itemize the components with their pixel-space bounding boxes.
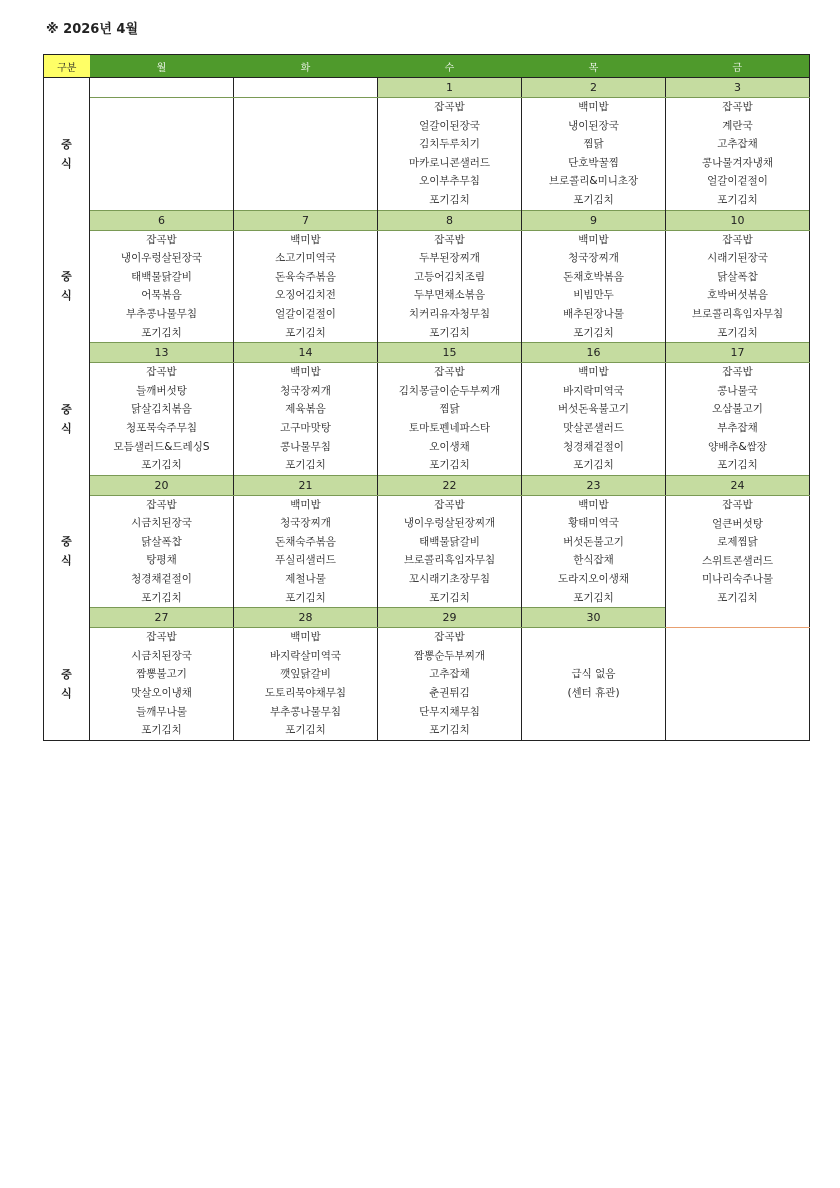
meal-label-char: 식 [61, 156, 72, 170]
date-row [44, 475, 810, 495]
menu-item: 잡곡밥 [146, 498, 177, 511]
meal-label [44, 230, 90, 343]
date-cell: 23 [522, 475, 666, 495]
meal-label-char: 식 [61, 554, 72, 568]
menu-item: 양배추&쌈장 [708, 440, 767, 453]
menu-item: 청국장찌개 [280, 384, 331, 397]
menu-cell [378, 98, 522, 211]
menu-item: 도라지오이생채 [557, 573, 629, 586]
date-cell: 10 [666, 210, 810, 230]
menu-cell [666, 363, 810, 476]
meal-label-char: 식 [61, 686, 72, 700]
menu-item: 태백물닭갈비 [419, 535, 480, 548]
date-row [44, 608, 810, 628]
menu-item: 백미밥 [290, 233, 321, 246]
no-service-note: (센터 휴관) [567, 687, 620, 700]
menu-cell [90, 363, 234, 476]
header-day-tue: 화 [234, 55, 378, 78]
menu-item: 포기김치 [141, 724, 182, 737]
header-label: 구분 [44, 55, 90, 78]
date-cell: 29 [378, 608, 522, 628]
date-row [44, 343, 810, 363]
menu-item: 모듬샐러드&드레싱S [113, 440, 210, 453]
menu-item: 시금치된장국 [131, 517, 192, 530]
menu-item: 청포묵숙주무침 [125, 421, 197, 434]
menu-item: 닭살김치볶음 [131, 403, 192, 416]
menu-item: 깻잎닭갈비 [280, 668, 331, 681]
menu-item: 포기김치 [429, 326, 470, 339]
date-row [44, 210, 810, 230]
menu-item: 소고기미역국 [275, 252, 336, 265]
menu-cell [666, 628, 810, 741]
menu-item: 미나리숙주나물 [701, 573, 773, 586]
menu-cell [666, 98, 810, 211]
menu-item: 고추잡채 [717, 138, 758, 151]
menu-item: 황태미역국 [568, 517, 619, 530]
date-cell [666, 608, 810, 628]
menu-item: 김치두루치기 [419, 138, 480, 151]
menu-item: 포기김치 [285, 459, 326, 472]
menu-item: 잡곡밥 [722, 366, 753, 379]
date-cell: 27 [90, 608, 234, 628]
menu-item: 푸실리샐러드 [275, 554, 336, 567]
menu-item: 어묵볶음 [141, 289, 182, 302]
menu-item: 백미밥 [290, 498, 321, 511]
menu-item: 백미밥 [578, 498, 609, 511]
menu-item: 맛살콘샐러드 [563, 421, 624, 434]
menu-item: 두부된장찌개 [419, 252, 480, 265]
menu-cell [234, 495, 378, 608]
menu-item: 얼갈이된장국 [419, 119, 480, 132]
menu-cell [90, 98, 234, 211]
menu-item: 포기김치 [285, 724, 326, 737]
menu-cell [378, 230, 522, 343]
menu-item: 고구마맛탕 [280, 421, 331, 434]
menu-cell [378, 628, 522, 741]
menu-cell [234, 230, 378, 343]
menu-row [44, 363, 810, 476]
date-cell: 8 [378, 210, 522, 230]
menu-item: 포기김치 [717, 591, 758, 604]
menu-item: 잡곡밥 [146, 233, 177, 246]
date-cell: 9 [522, 210, 666, 230]
menu-item: 오이부추무침 [419, 175, 480, 188]
menu-item: 들깨무나물 [136, 705, 187, 718]
menu-item: 포기김치 [429, 459, 470, 472]
menu-item: 찜닭 [583, 138, 604, 151]
header-row [44, 55, 810, 78]
menu-item: 포기김치 [285, 326, 326, 339]
menu-item: 바지락살미역국 [269, 649, 341, 662]
menu-item: 들깨버섯탕 [136, 384, 187, 397]
menu-item: 탕평채 [146, 554, 177, 567]
menu-item: 짬뽕불고기 [136, 668, 187, 681]
date-row-label [44, 78, 90, 98]
menu-item: 포기김치 [717, 326, 758, 339]
menu-item: 포기김치 [573, 193, 614, 206]
menu-item: 버섯돈육불고기 [557, 403, 629, 416]
menu-item: 포기김치 [141, 459, 182, 472]
menu-item: 백미밥 [290, 366, 321, 379]
menu-cell [90, 495, 234, 608]
date-row-label [44, 343, 90, 363]
menu-row [44, 230, 810, 343]
menu-item: 포기김치 [141, 326, 182, 339]
date-cell: 14 [234, 343, 378, 363]
date-cell: 28 [234, 608, 378, 628]
menu-item: 꼬시래기초장무침 [408, 573, 491, 586]
menu-item: 제철나물 [285, 573, 326, 586]
menu-item: 고추잡채 [429, 668, 470, 681]
date-row-label [44, 210, 90, 230]
menu-item: 콩나물국 [717, 384, 758, 397]
meal-label-char: 중 [61, 402, 72, 416]
menu-item: 로제찜닭 [717, 536, 758, 549]
menu-item: 부추콩나물무침 [125, 307, 197, 320]
menu-item: 찜닭 [439, 403, 460, 416]
menu-item: 브로콜리흑임자무침 [691, 307, 784, 320]
meal-label-char: 중 [61, 535, 72, 549]
menu-cell [666, 495, 810, 608]
menu-item: 포기김치 [285, 591, 326, 604]
menu-item: 치커리유자청무침 [408, 307, 491, 320]
menu-item: 김치몽글이순두부찌개 [398, 384, 501, 397]
menu-item: 두부면채소볶음 [413, 289, 485, 302]
menu-item: 오징어김치전 [275, 289, 336, 302]
date-row-label [44, 608, 90, 628]
no-service-note: 급식 없음 [571, 668, 616, 681]
menu-item: 돈육숙주볶음 [275, 270, 336, 283]
menu-item: 포기김치 [429, 193, 470, 206]
date-cell: 3 [666, 78, 810, 98]
menu-cell [522, 628, 666, 741]
meal-label-char: 중 [61, 270, 72, 284]
menu-item: 잡곡밥 [434, 233, 465, 246]
menu-item: 짬뽕순두부찌개 [413, 649, 485, 662]
date-cell: 17 [666, 343, 810, 363]
menu-cell [666, 230, 810, 343]
menu-item: 시래기된장국 [707, 252, 768, 265]
menu-cell [378, 495, 522, 608]
menu-cell [522, 495, 666, 608]
page-title: ※ 2026년 4월 [46, 22, 139, 37]
menu-item: 잡곡밥 [722, 233, 753, 246]
menu-item: 고등어김치조림 [413, 270, 485, 283]
menu-item: 브로콜리&미니초장 [548, 175, 639, 188]
menu-item: 얼큰버섯탕 [712, 517, 763, 530]
menu-item: 닭살폭찹 [717, 270, 758, 283]
date-cell: 24 [666, 475, 810, 495]
date-cell: 6 [90, 210, 234, 230]
date-cell: 2 [522, 78, 666, 98]
menu-item: 냉이된장국 [568, 119, 619, 132]
menu-item: 청국장찌개 [568, 252, 619, 265]
menu-item: 잡곡밥 [146, 366, 177, 379]
header-day-fri: 금 [666, 55, 810, 78]
menu-item: 춘권튀김 [429, 687, 470, 700]
menu-item: 포기김치 [573, 459, 614, 472]
menu-item: 계란국 [722, 119, 753, 132]
date-cell: 16 [522, 343, 666, 363]
date-cell: 1 [378, 78, 522, 98]
menu-item: 포기김치 [717, 193, 758, 206]
meal-label-char: 식 [61, 421, 72, 435]
menu-item: 포기김치 [717, 459, 758, 472]
meal-label [44, 628, 90, 741]
date-cell [234, 78, 378, 98]
menu-item: 제육볶음 [285, 403, 326, 416]
menu-item: 잡곡밥 [722, 498, 753, 511]
menu-item: 호박버섯볶음 [707, 289, 768, 302]
menu-item: 도토리묵야채무침 [264, 687, 347, 700]
menu-item: 버섯돈불고기 [563, 535, 624, 548]
meal-label-char: 중 [61, 667, 72, 681]
menu-item: 태백물닭갈비 [131, 270, 192, 283]
date-cell: 20 [90, 475, 234, 495]
menu-item: 맛살오이냉채 [131, 687, 192, 700]
menu-item: 부추콩나물무침 [269, 705, 341, 718]
date-cell [90, 78, 234, 98]
menu-item: 마카로니콘샐러드 [408, 156, 491, 169]
menu-item: 콩나물무침 [280, 440, 331, 453]
menu-cell [378, 363, 522, 476]
date-row-label [44, 475, 90, 495]
meal-label-char: 중 [61, 137, 72, 151]
menu-item: 포기김치 [429, 591, 470, 604]
meal-label [44, 363, 90, 476]
menu-item: 백미밥 [290, 631, 321, 644]
menu-item: 돈채호박볶음 [563, 270, 624, 283]
menu-cell [90, 230, 234, 343]
menu-item: 돈채숙주볶음 [275, 535, 336, 548]
date-cell: 30 [522, 608, 666, 628]
menu-item: 오삼불고기 [712, 403, 763, 416]
menu-item: 청국장찌개 [280, 517, 331, 530]
menu-cell [90, 628, 234, 741]
menu-item: 백미밥 [578, 233, 609, 246]
date-cell: 22 [378, 475, 522, 495]
menu-item: 냉이우렁살된장찌개 [403, 517, 496, 530]
menu-item: 얼갈이겉절이 [275, 307, 336, 320]
menu-row [44, 628, 810, 741]
menu-item: 잡곡밥 [434, 101, 465, 113]
menu-item: 잡곡밥 [146, 631, 177, 644]
menu-item: 잡곡밥 [434, 366, 465, 379]
menu-cell [234, 628, 378, 741]
menu-item: 단무지채무침 [419, 705, 480, 718]
menu-cell [234, 363, 378, 476]
menu-item: 부추잡채 [717, 421, 758, 434]
menu-cell [522, 230, 666, 343]
menu-item: 스위트콘샐러드 [701, 554, 773, 567]
menu-item: 콩나물겨자냉채 [701, 156, 773, 169]
menu-item: 잡곡밥 [722, 101, 753, 113]
menu-item: 오이생채 [429, 440, 470, 453]
menu-item: 백미밥 [578, 366, 609, 379]
menu-item: 포기김치 [573, 326, 614, 339]
lunch-menu-table [43, 54, 810, 741]
menu-cell [234, 98, 378, 211]
header-day-wed: 수 [378, 55, 522, 78]
date-cell: 7 [234, 210, 378, 230]
menu-item: 한식잡채 [573, 554, 614, 567]
menu-item: 얼갈이겉절이 [707, 175, 768, 188]
menu-row [44, 495, 810, 608]
meal-label [44, 495, 90, 608]
menu-item: 단호박꿀찜 [568, 156, 619, 169]
menu-item: 비빔만두 [573, 289, 614, 302]
meal-label [44, 98, 90, 211]
menu-row [44, 98, 810, 211]
menu-item: 배추된장나물 [563, 307, 624, 320]
menu-cell [522, 363, 666, 476]
date-cell: 21 [234, 475, 378, 495]
menu-item: 브로콜리흑임자무침 [403, 554, 496, 567]
date-cell: 15 [378, 343, 522, 363]
header-day-mon: 월 [90, 55, 234, 78]
menu-item: 잡곡밥 [434, 498, 465, 511]
menu-cell [522, 98, 666, 211]
menu-item: 청경채겉절이 [131, 573, 192, 586]
menu-item: 냉이우렁살된장국 [120, 252, 203, 265]
menu-item: 청경채겉절이 [563, 440, 624, 453]
menu-item: 잡곡밥 [434, 631, 465, 644]
menu-item: 시금치된장국 [131, 649, 192, 662]
menu-item: 닭살폭찹 [141, 535, 182, 548]
date-cell: 13 [90, 343, 234, 363]
menu-item: 토마토펜네파스타 [408, 421, 491, 434]
menu-item: 포기김치 [429, 724, 470, 737]
date-row [44, 78, 810, 98]
menu-item: 포기김치 [573, 591, 614, 604]
header-day-thu: 목 [522, 55, 666, 78]
menu-item: 바지락미역국 [563, 384, 624, 397]
menu-item: 포기김치 [141, 591, 182, 604]
meal-label-char: 식 [61, 289, 72, 303]
menu-item: 백미밥 [578, 101, 609, 113]
